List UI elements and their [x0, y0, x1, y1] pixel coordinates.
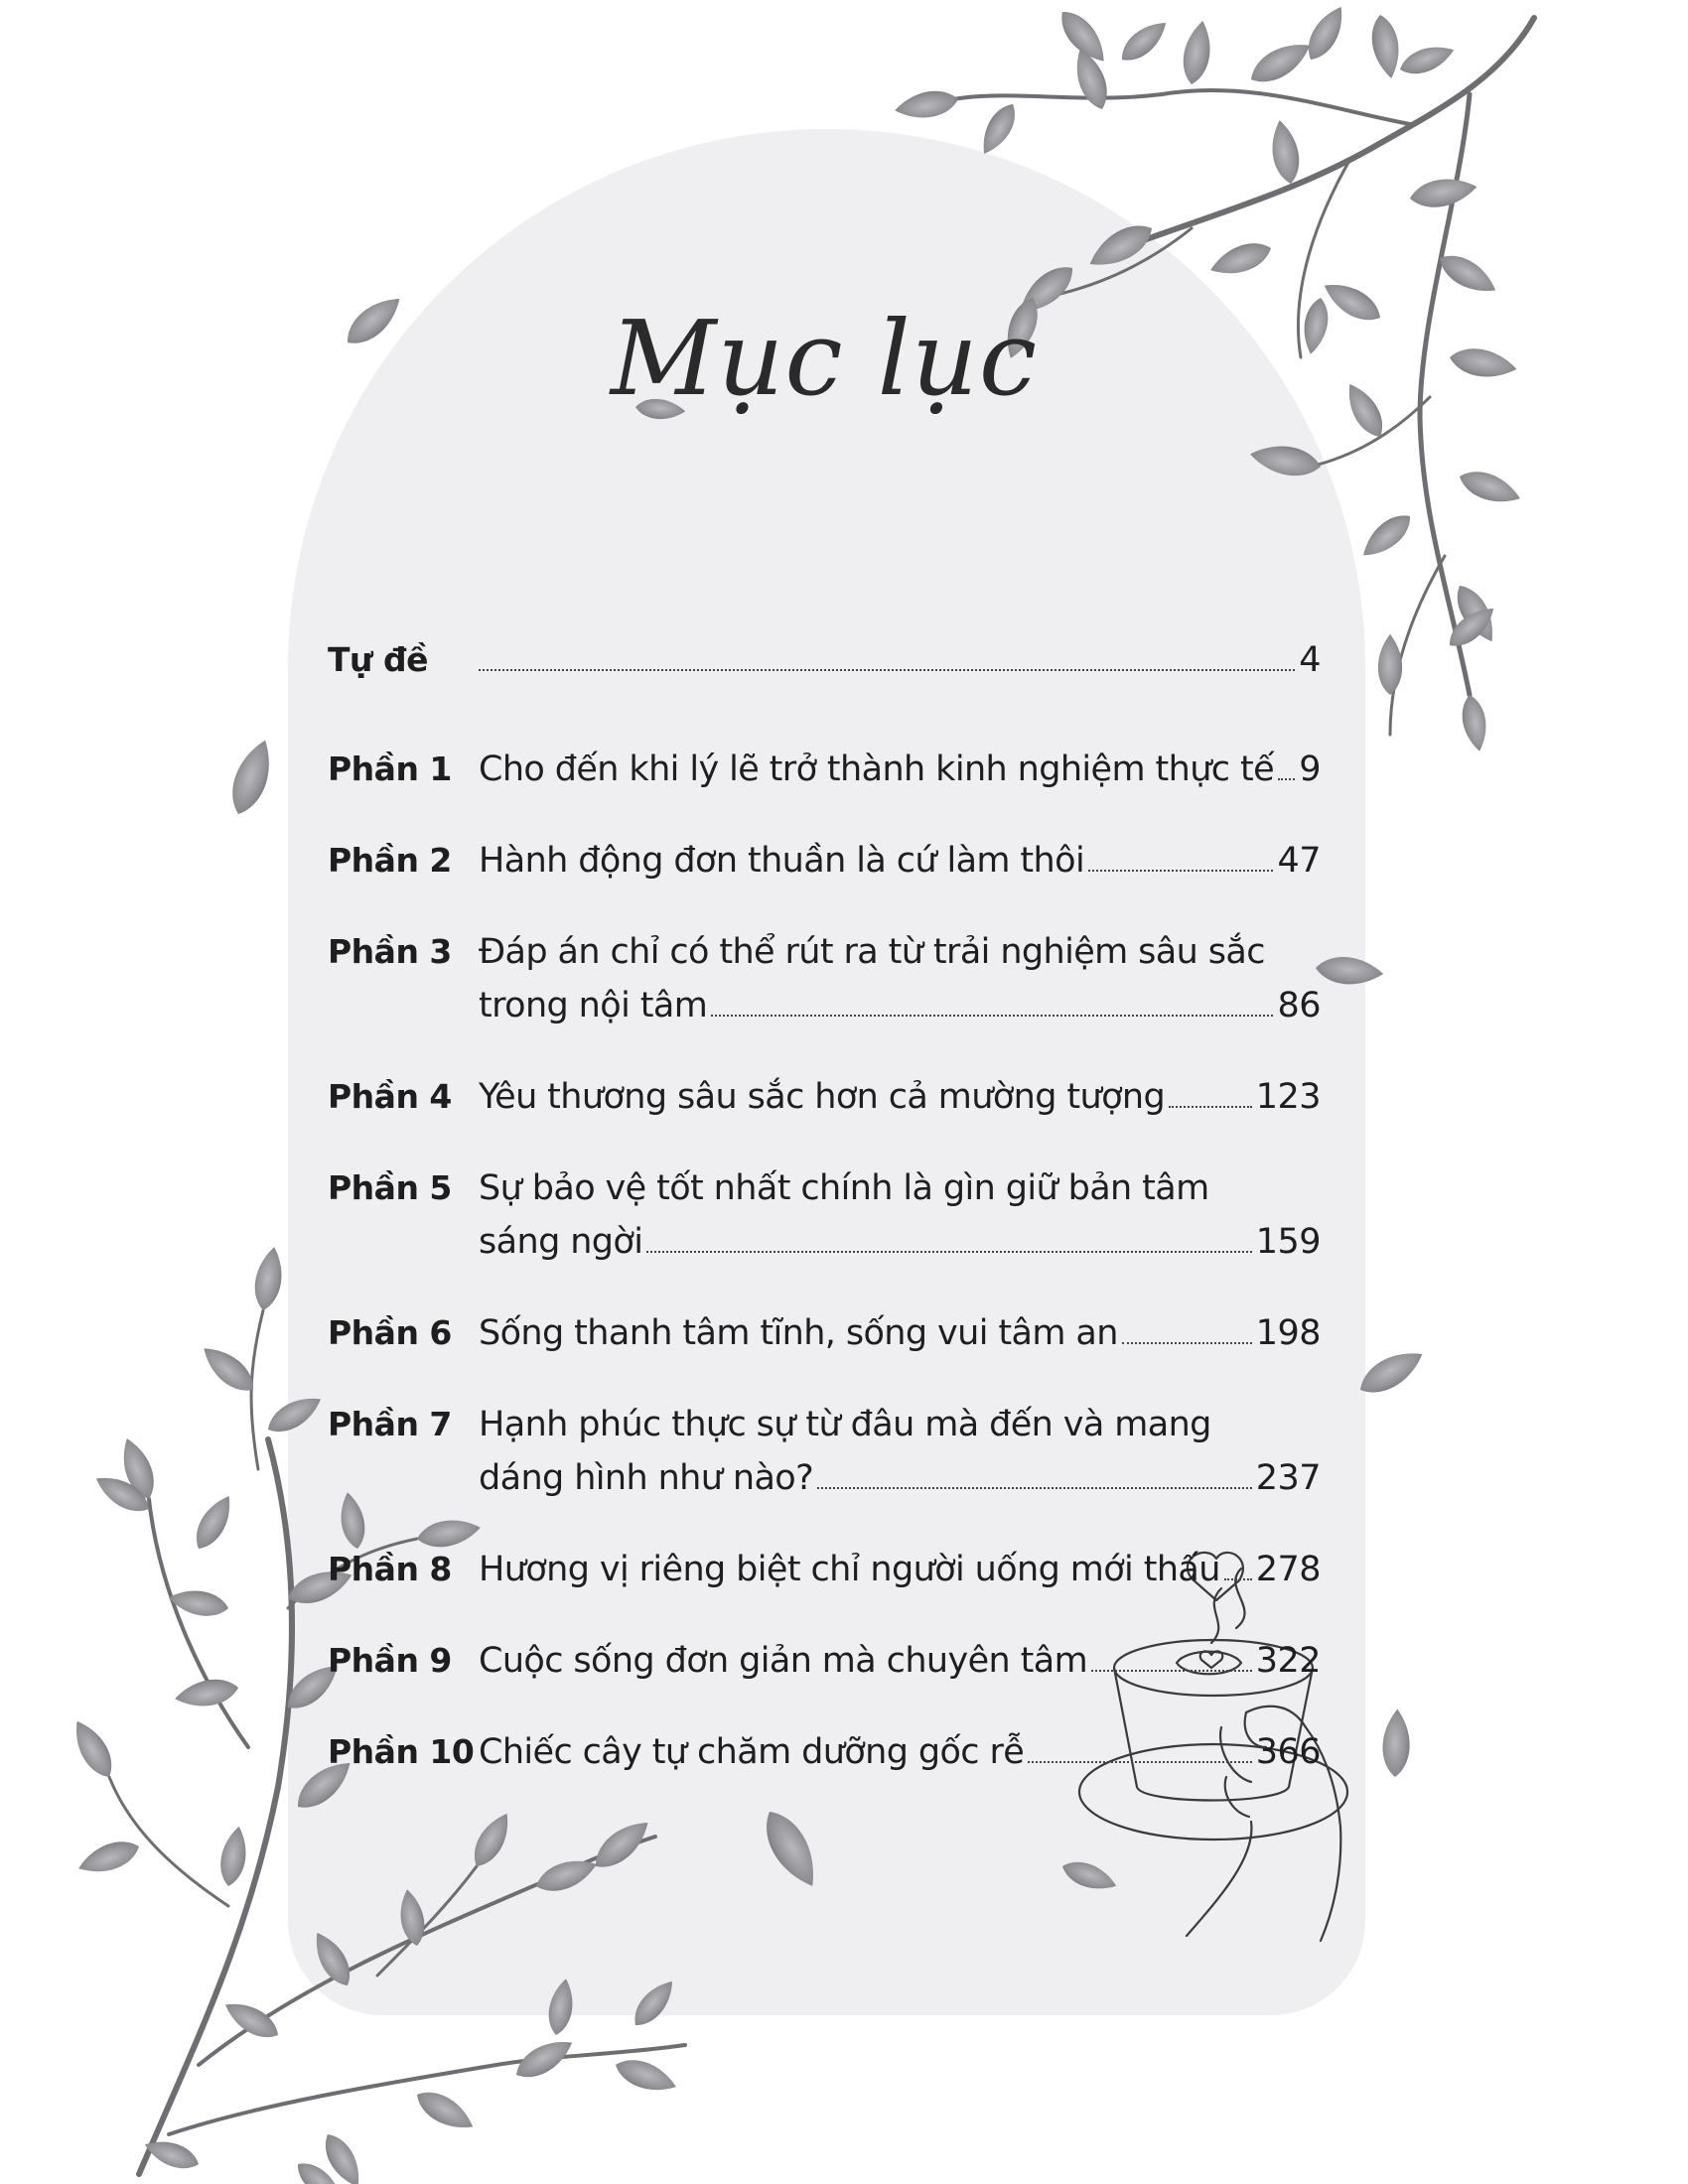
toc-entry-label: Phần 1 — [328, 750, 452, 788]
toc-entry-label: Phần 8 — [328, 1550, 452, 1588]
toc-entry-title: dáng hình như nào? — [479, 1458, 814, 1498]
toc-entry — [328, 925, 1321, 1032]
toc-entry-title: sáng ngời — [479, 1222, 643, 1262]
toc-entry-title: Cuộc sống đơn giản mà chuyên tâm — [479, 1641, 1088, 1681]
toc-entry-page: 237 — [1255, 1458, 1321, 1498]
toc-entry-page: 4 — [1299, 640, 1321, 680]
dot-leader — [1088, 869, 1273, 872]
dot-leader — [1028, 1760, 1252, 1763]
toc-entry — [328, 1161, 1321, 1269]
table-of-contents — [328, 633, 1321, 1817]
toc-entry-label: Phần 9 — [328, 1641, 452, 1680]
page-title: Mục lục — [610, 298, 1039, 419]
toc-entry-page: 159 — [1255, 1222, 1321, 1262]
toc-entry-label: Phần 4 — [328, 1077, 452, 1116]
toc-entry-page: 278 — [1255, 1550, 1321, 1589]
toc-entry — [328, 1398, 1321, 1505]
toc-entry-label: Tự đề — [328, 640, 428, 679]
toc-entry-label: Phần 2 — [328, 841, 452, 880]
toc-entry-label: Phần 10 — [328, 1732, 475, 1771]
toc-entry-title: Sự bảo vệ tốt nhất chính là gìn giữ bản tâm — [479, 1168, 1209, 1208]
dot-leader — [1169, 1105, 1252, 1108]
toc-entry-title: Sống thanh tâm tĩnh, sống vui tâm an — [479, 1313, 1118, 1353]
toc-entry-label: Phần 6 — [328, 1313, 452, 1352]
toc-entry-label: Phần 5 — [328, 1168, 452, 1207]
toc-entry-page: 198 — [1255, 1313, 1321, 1353]
toc-entry — [328, 743, 1321, 796]
toc-entry — [328, 1725, 1321, 1779]
toc-entry-page: 9 — [1299, 750, 1321, 789]
toc-entry — [328, 1634, 1321, 1688]
toc-entry-title: Đáp án chỉ có thể rút ra từ trải nghiệm sâu sắc — [479, 932, 1265, 972]
dot-leader — [1122, 1341, 1252, 1344]
toc-entry-page: 86 — [1277, 986, 1321, 1025]
dot-leader — [1278, 777, 1295, 780]
toc-entry-title: Hạnh phúc thực sự từ đâu mà đến và mang — [479, 1405, 1211, 1444]
toc-entry-title: Yêu thương sâu sắc hơn cả mường tượng — [479, 1077, 1166, 1117]
toc-entry-title: Chiếc cây tự chăm dưỡng gốc rễ — [479, 1732, 1025, 1772]
dot-leader — [711, 1014, 1273, 1017]
dot-leader — [817, 1486, 1252, 1489]
toc-entry-page: 47 — [1277, 841, 1321, 881]
dot-leader — [1224, 1577, 1252, 1580]
toc-entry-title: trong nội tâm — [479, 986, 708, 1025]
dot-leader — [479, 668, 1295, 671]
toc-entry — [328, 1070, 1321, 1124]
toc-entry — [328, 633, 1321, 687]
toc-entry-title: Cho đến khi lý lẽ trở thành kinh nghiệm thực tế — [479, 750, 1275, 789]
toc-entry-label: Phần 3 — [328, 932, 452, 971]
toc-entry-label: Phần 7 — [328, 1405, 452, 1443]
toc-entry-page: 366 — [1255, 1732, 1321, 1772]
toc-entry — [328, 834, 1321, 887]
dot-leader — [1091, 1669, 1252, 1672]
toc-entry-title: Hành động đơn thuần là cứ làm thôi — [479, 841, 1085, 881]
toc-entry-page: 123 — [1255, 1077, 1321, 1117]
toc-entry-title: Hương vị riêng biệt chỉ người uống mới thấu — [479, 1550, 1220, 1589]
toc-entry-page: 322 — [1255, 1641, 1321, 1681]
dot-leader — [646, 1250, 1251, 1253]
toc-entry — [328, 1306, 1321, 1360]
toc-entry — [328, 1543, 1321, 1596]
